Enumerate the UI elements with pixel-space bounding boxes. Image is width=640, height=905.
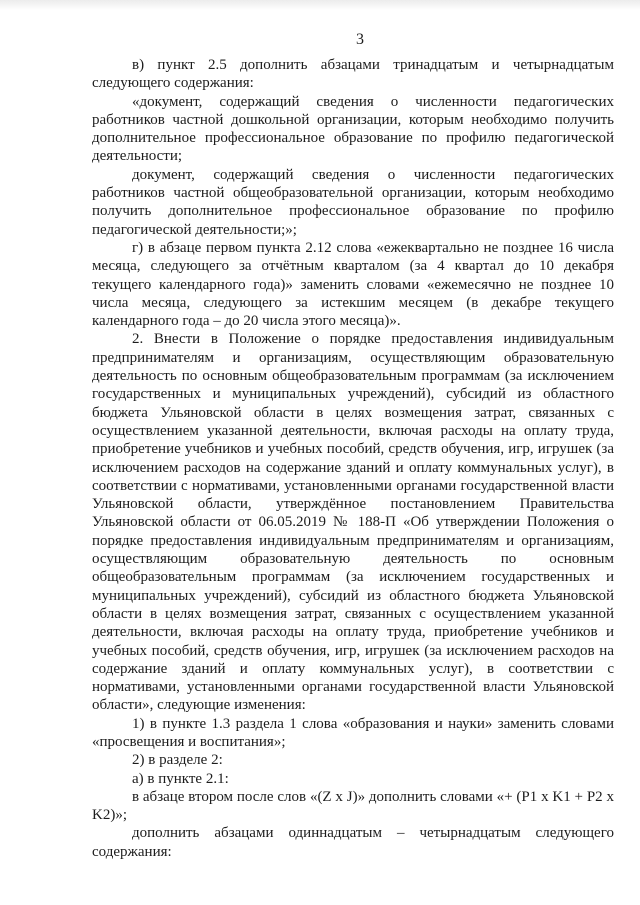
paragraph: в абзаце втором после слов «(Z x J)» дополнить словами «+ (P1 x K1 + P2 x K2)»; [92, 788, 614, 824]
paragraph: документ, содержащий сведения о численности педагогических работников частной общеобразовательной организации, которым необходимо получить дополнительное профессиональное образование по профилю педагогической деятельности;»; [92, 166, 614, 238]
paragraph: г) в абзаце первом пункта 2.12 слова «ежеквартально не позднее 16 числа месяца, следующего за отчётным кварталом (за 4 квартал до 10 декабря текущего календарного года)» заменить словами «ежемесячно не позднее 10 числа месяца, следующего за истекшим месяцем (в декабре текущего календарного года – до 20 числа этого месяца)». [92, 239, 614, 330]
paragraph: «документ, содержащий сведения о численности педагогических работников частной дошкольной организации, которым необходимо получить дополнительное профессиональное образование по профилю педагогической деятельности; [92, 93, 614, 165]
page-number: 3 [356, 31, 364, 48]
paragraph: 2. Внести в Положение о порядке предоставления индивидуальным предпринимателям и организациям, осуществляющим образовательную деятельность по основным общеобразовательным программам (за исключением государственных и муниципальных учреждений), субсидий из областного бюджета Ульяновской области в целях возмещения затрат, связанных с осуществлением указанной деятельности, включая расходы на оплату труда, приобретение учебников и учебных пособий, средств обучения, игр, игрушек (за исключением расходов на содержание зданий и оплату коммунальных услуг), в соответствии с нормативами, установленными органами государственной власти Ульяновской области, утверждённое постановлением Правительства Ульяновской области от 06.05.2019 № 188-П «Об утверждении Положения о порядке предоставления индивидуальным предпринимателям и организациям, осуществляющим образовательную деятельность по основным общеобразовательным программам (за исключением государственных и муниципальных учреждений), субсидий из областного бюджета Ульяновской области в целях возмещения затрат, связанных с осуществлением указанной деятельности, включая расходы на оплату труда, приобретение учебников и учебных пособий, средств обучения, игр, игрушек (за исключением расходов на содержание зданий и оплату коммунальных услуг), в соответствии с нормативами, установленными органами государственной власти Ульяновской области», следующие изменения: [92, 331, 614, 714]
paragraph: 1) в пункте 1.3 раздела 1 слова «образования и науки» заменить словами «просвещения и воспитания»; [92, 715, 614, 750]
scan-edge-shadow [0, 0, 640, 10]
paragraph: дополнить абзацами одиннадцатым – четырнадцатым следующего содержания: [92, 825, 614, 860]
paragraph: 2) в разделе 2: [132, 752, 223, 769]
paragraph: а) в пункте 2.1: [132, 770, 229, 787]
paragraph: в) пункт 2.5 дополнить абзацами тринадцатым и четырнадцатым следующего содержания: [92, 57, 614, 92]
document-page [92, 30, 614, 861]
document-body [92, 56, 614, 861]
